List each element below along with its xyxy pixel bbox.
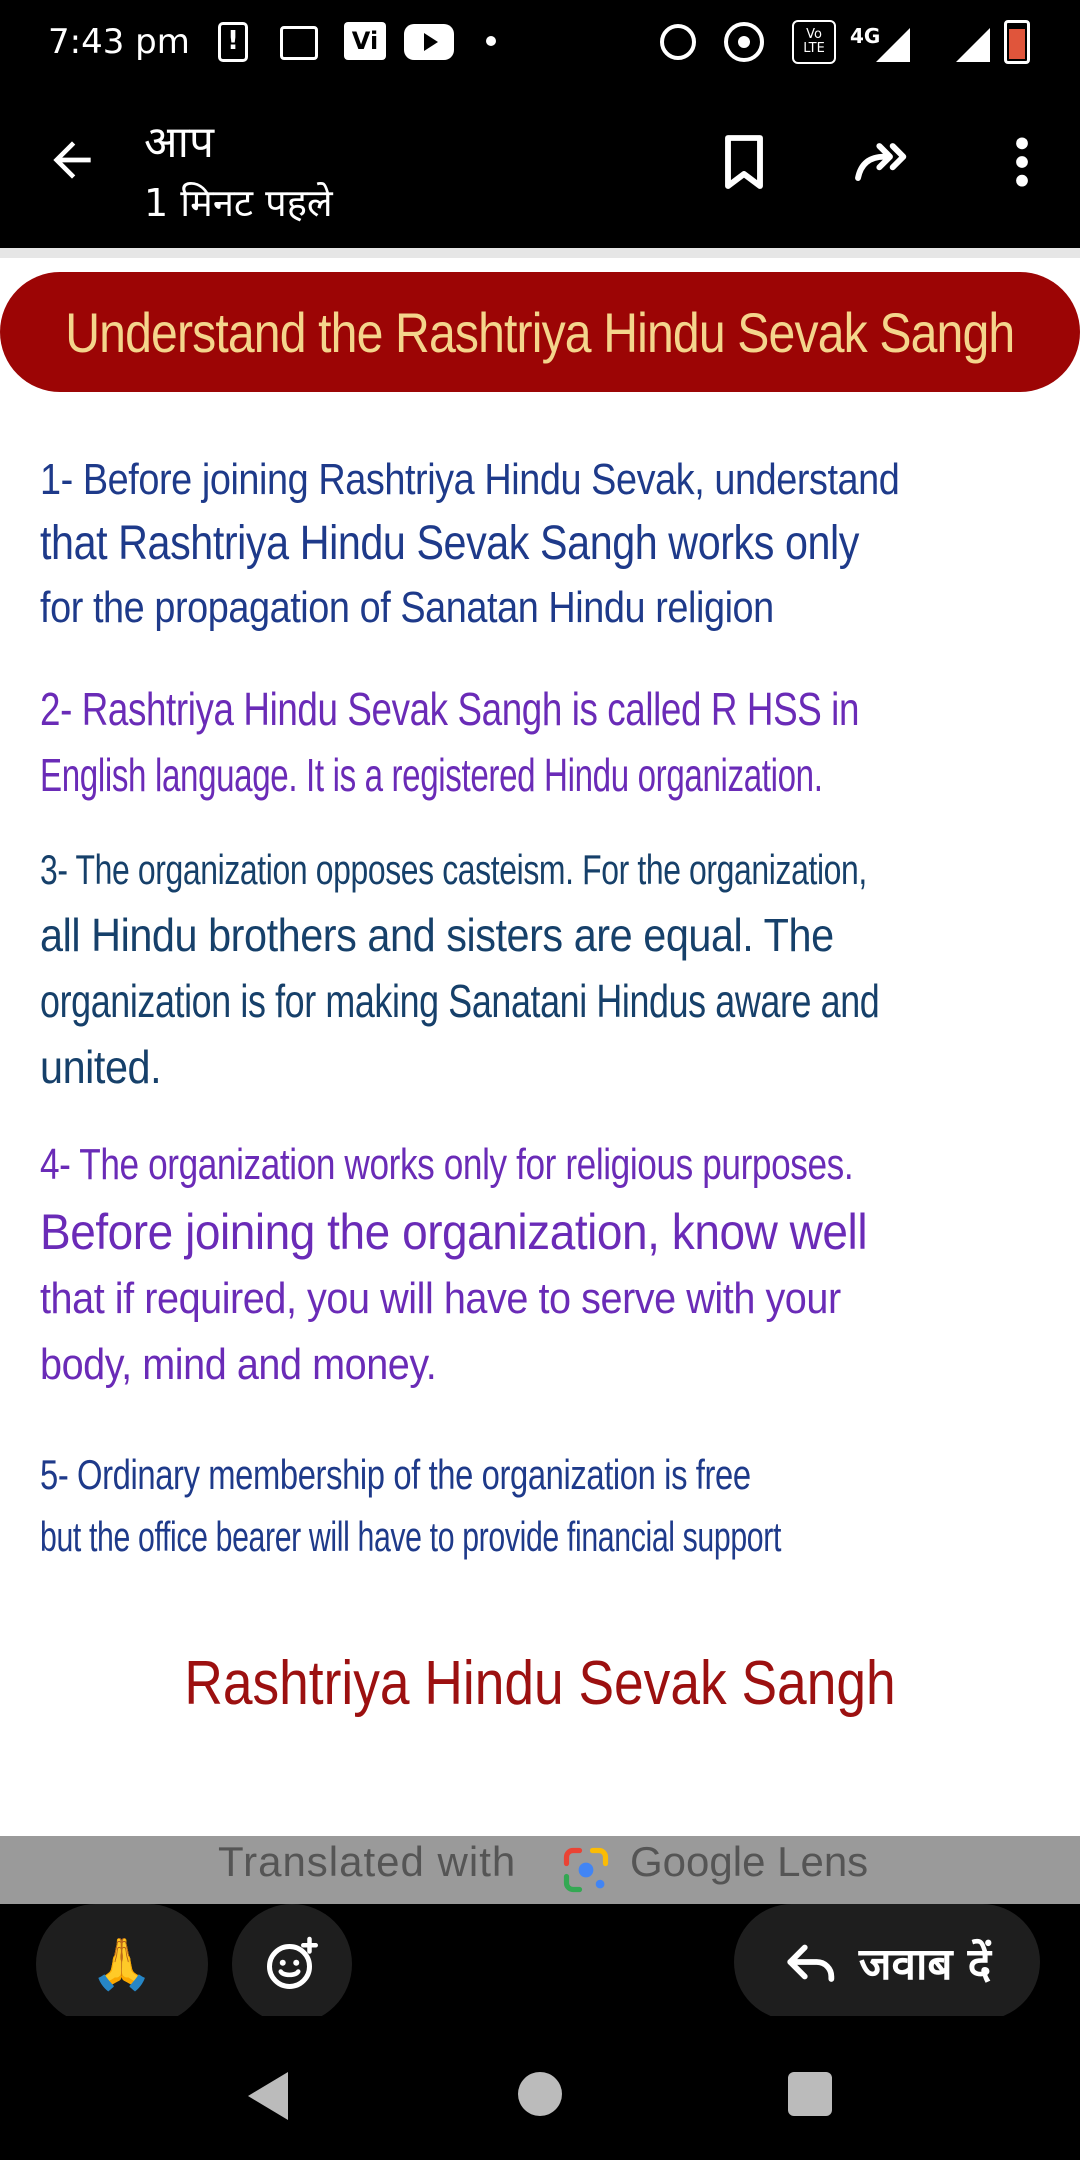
sender-title: आप xyxy=(144,117,214,168)
add-emoji-icon xyxy=(262,1934,322,1994)
signal-icon-sim2 xyxy=(956,28,990,62)
message-image[interactable] xyxy=(0,248,1080,1838)
point-5-line-2: but the office bearer will have to provide financial support xyxy=(40,1513,782,1560)
point-4-line-2: Before joining the organization, know well xyxy=(40,1204,868,1260)
point-4-line-4: body, mind and money. xyxy=(40,1340,437,1389)
vi-notification-icon: Vi xyxy=(344,22,386,60)
hotspot-icon xyxy=(724,22,764,62)
more-vert-icon[interactable] xyxy=(990,130,1054,194)
nav-back-icon[interactable] xyxy=(248,2072,288,2120)
signal-icon-sim1 xyxy=(876,28,910,62)
add-reaction-button[interactable] xyxy=(232,1904,352,2024)
translated-with-text: Translated with xyxy=(218,1838,517,1885)
google-lens-icon xyxy=(560,1844,612,1896)
google-lens-label: Google Lens xyxy=(630,1838,869,1885)
gallery-notification-icon xyxy=(280,26,318,60)
alert-notification-icon xyxy=(218,22,248,62)
battery-icon xyxy=(1004,20,1030,64)
more-notifications-dot-icon xyxy=(486,36,496,46)
point-3 xyxy=(40,838,1040,1100)
point-3-line-1: 3- The organization opposes casteism. For the organization, xyxy=(40,846,867,893)
point-1 xyxy=(40,448,1040,640)
youtube-notification-icon xyxy=(404,24,454,60)
reply-button[interactable] xyxy=(734,1904,1040,2020)
message-actions xyxy=(0,1904,1080,2016)
alarm-icon xyxy=(660,24,696,60)
reply-icon xyxy=(783,1933,841,1991)
point-1-line-3: for the propagation of Sanatan Hindu religion xyxy=(40,583,774,632)
point-2-line-2: English language. It is a registered Hindu organization. xyxy=(40,749,823,801)
network-type: 4G xyxy=(850,24,881,48)
point-3-line-4: united. xyxy=(40,1041,162,1093)
share-forward-icon[interactable] xyxy=(850,130,914,194)
app-bar xyxy=(0,88,1080,248)
point-5 xyxy=(40,1444,1040,1568)
arrow-left-icon[interactable] xyxy=(44,132,100,188)
point-4-line-3: that if required, you will have to serve with your xyxy=(40,1274,841,1323)
nav-home-icon[interactable] xyxy=(518,2072,562,2116)
header-banner xyxy=(0,272,1080,392)
point-4 xyxy=(40,1132,1040,1398)
navigation-bar xyxy=(0,2016,1080,2160)
translated-strip xyxy=(0,1836,1080,1904)
point-4-line-1: 4- The organization works only for religious purposes. xyxy=(40,1140,854,1189)
point-2 xyxy=(40,676,1040,808)
volte-icon: Vo LTE xyxy=(792,20,836,64)
nav-recents-icon[interactable] xyxy=(788,2072,832,2116)
organization-name: Rashtriya Hindu Sevak Sangh xyxy=(184,1649,896,1718)
alert-icon-label: ! xyxy=(218,22,248,62)
bookmark-icon[interactable] xyxy=(712,130,776,194)
folded-hands-emoji: 🙏 xyxy=(90,1934,154,1993)
point-5-line-1: 5- Ordinary membership of the organization is free xyxy=(40,1451,751,1498)
timestamp: 1 मिनट पहले xyxy=(144,181,333,225)
header-title: Understand the Rashtriya Hindu Sevak Sangh xyxy=(65,300,1015,364)
point-3-line-3: organization is for making Sanatani Hindus aware and xyxy=(40,975,880,1027)
reply-label: जवाब दें xyxy=(858,1939,992,1990)
point-3-line-2: all Hindu brothers and sisters are equal. The xyxy=(40,909,834,961)
status-time: 7:43 pm xyxy=(48,22,190,62)
point-1-line-2: that Rashtriya Hindu Sevak Sangh works only xyxy=(40,517,860,570)
status-bar xyxy=(0,0,1080,88)
point-1-line-1: 1- Before joining Rashtriya Hindu Sevak, understand xyxy=(40,455,900,504)
point-2-line-1: 2- Rashtriya Hindu Sevak Sangh is called R HSS in xyxy=(40,683,860,735)
reaction-button[interactable] xyxy=(36,1904,208,2024)
